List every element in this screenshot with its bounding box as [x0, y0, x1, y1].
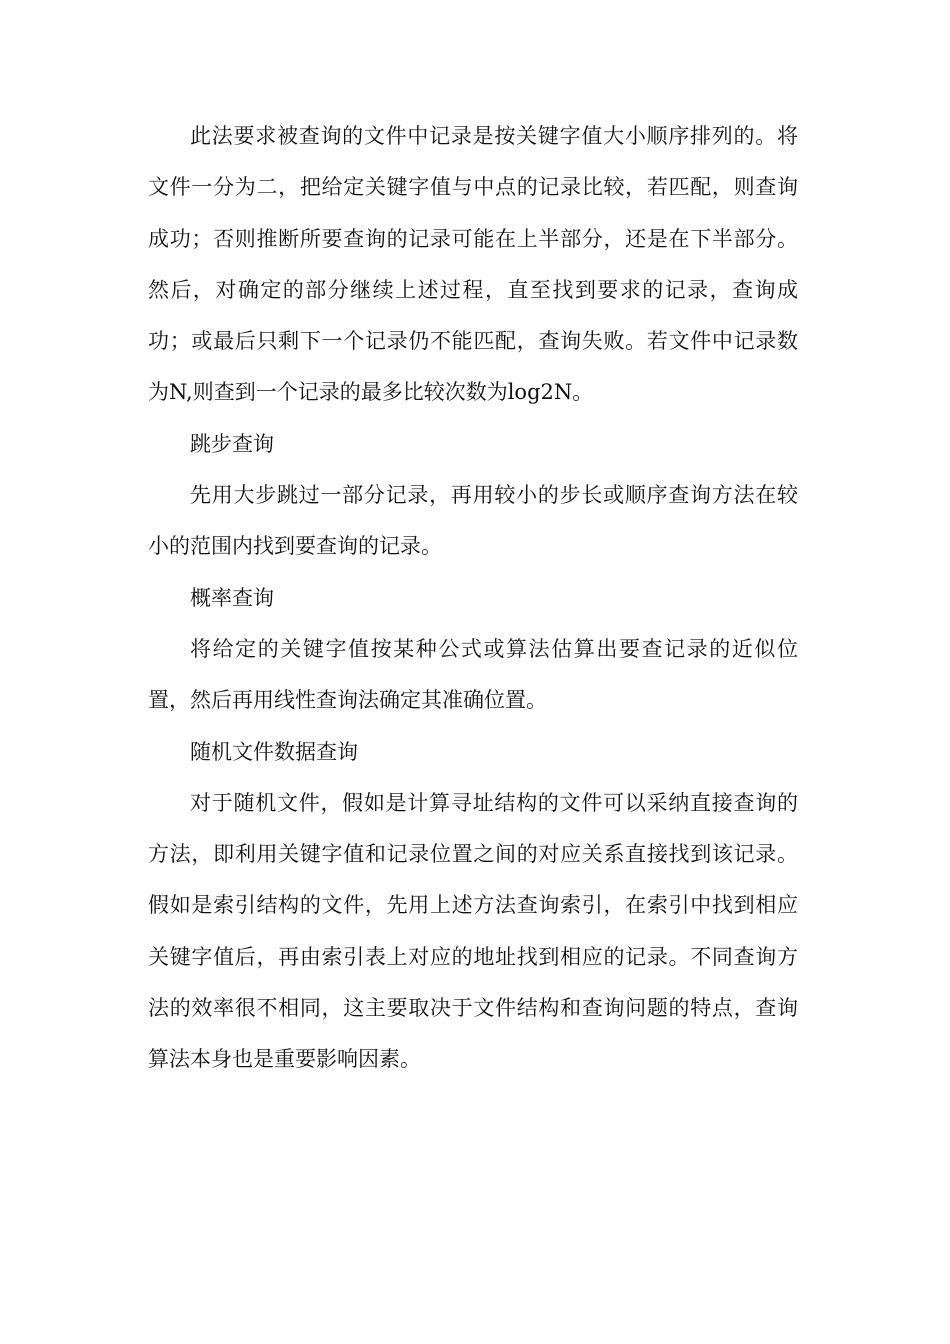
heading-random-file-search: 随机文件数据查询 — [190, 739, 358, 764]
paragraph-random-file-search: 对于随机文件，假如是计算寻址结构的文件可以采纳直接查询的方法，即利用关键字值和记录位置之间的对应关系直接找到该记录。假如是索引结构的文件，先用上述方法查询索引，在索引中找到相应关键字值后，再由索引表上对应的地址找到相应的记录。不同查询方法的效率很不相同，这主要取决于文件结构和查询问题的特点，查询算法本身也是重要影响因素。 — [148, 790, 798, 1072]
paragraph-probability-search: 将给定的关键字值按某种公式或算法估算出要查记录的近似位置，然后再用线性查询法确定其准确位置。 — [148, 636, 798, 713]
document-body — [148, 111, 798, 1086]
paragraph-binary-search: 此法要求被查询的文件中记录是按关键字值大小顺序排列的。将文件一分为二，把给定关键字值与中点的记录比较，若匹配，则查询成功；否则推断所要查询的记录可能在上半部分，还是在下半部分。然后，对确定的部分继续上述过程，直至找到要求的记录，查询成功；或最后只剩下一个记录仍不能匹配，查询失败。若文件中记录数为N,则查到一个记录的最多比较次数为log2N。 — [148, 124, 798, 405]
heading-probability-search: 概率查询 — [190, 585, 274, 610]
paragraph-jump-search: 先用大步跳过一部分记录，再用较小的步长或顺序查询方法在较小的范围内找到要查询的记录。 — [148, 483, 798, 559]
heading-jump-search: 跳步查询 — [190, 431, 274, 456]
